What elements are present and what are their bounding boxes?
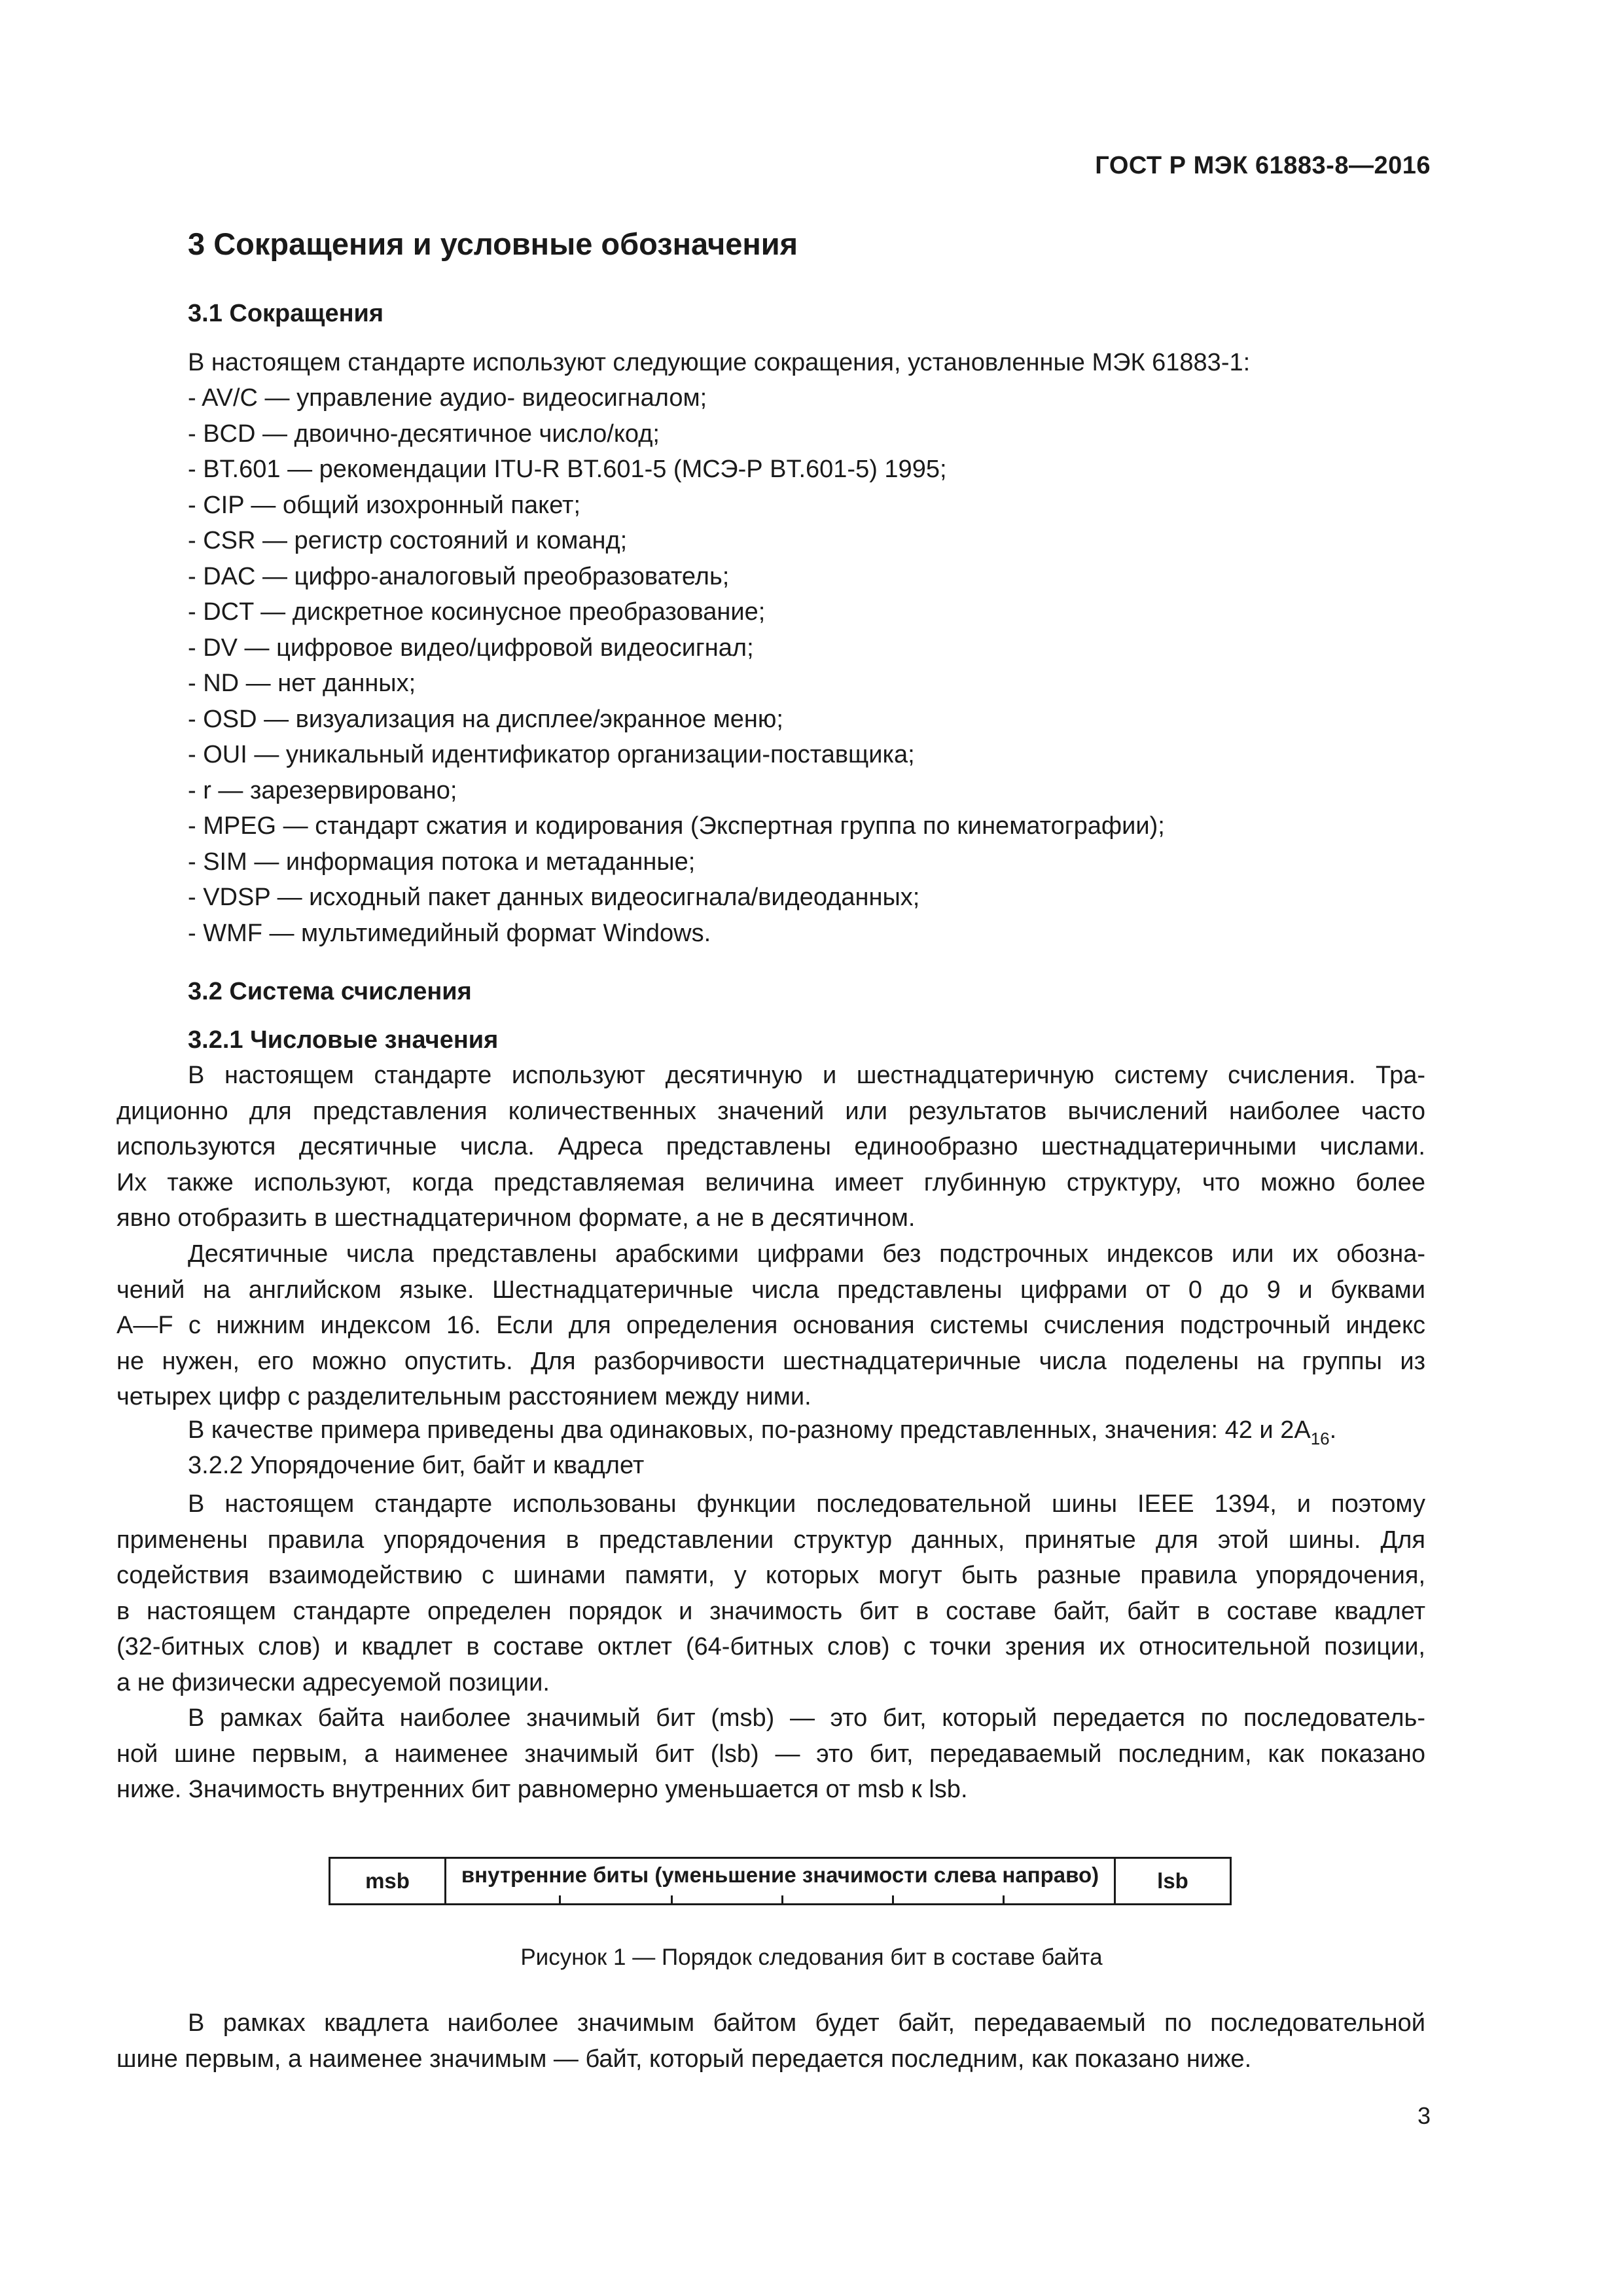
subsection-title-3-2-2: 3.2.2 Упорядочение бит, байт и квадлет — [188, 1452, 645, 1479]
paragraph-line: диционно для представления количественных значений или результатов вычислений наиболее часто — [116, 1097, 1425, 1125]
paragraph-line: В настоящем стандарте использованы функции последовательной шины IEEE 1394, и поэтому — [188, 1490, 1425, 1518]
inner-bits-label: внутренние биты (уменьшение значимости слева направо) — [461, 1863, 1099, 1887]
list-item: - AV/C — управление аудио- видеосигналом; — [188, 384, 707, 412]
paragraph-line: применены правила упорядочения в представлении структур данных, принятые для этой шины. Для — [116, 1526, 1425, 1554]
paragraph-line: в настоящем стандарте определен порядок и значимость бит в составе байт, байт в составе квадлет — [116, 1597, 1425, 1625]
abbrev-list — [188, 380, 1165, 951]
paragraph-line: ниже. Значимость внутренних бит равномерно уменьшается от msb к lsb. — [116, 1776, 968, 1804]
paragraph-numeric-values — [116, 1058, 1425, 1236]
paragraph-line: чений на английском языке. Шестнадцатеричные числа представлены цифрами от 0 до 9 и буквами — [116, 1276, 1425, 1304]
list-item: - CIP — общий изохронный пакет; — [188, 491, 581, 519]
paragraph-line: A—F с нижним индексом 16. Если для определения основания системы счисления подстрочный индекс — [116, 1312, 1425, 1340]
bit-tick — [559, 1895, 561, 1903]
list-item: - BT.601 — рекомендации ITU-R BT.601-5 (МСЭ-Р BT.601-5) 1995; — [188, 456, 947, 483]
paragraph-line: четырех цифр с разделительным расстоянием между ними. — [116, 1383, 812, 1411]
paragraph-line: содействия взаимодействию с шинами памяти, у которых могут быть разные правила упорядочения, — [116, 1562, 1425, 1590]
example-text: В качестве примера приведены два одинаковых, по-разному представленных, значения: 42 и 2A — [188, 1416, 1311, 1444]
list-item: - OUI — уникальный идентификатор организации-поставщика; — [188, 741, 915, 768]
lsb-cell — [1116, 1859, 1230, 1903]
list-item: - CSR — регистр состояний и команд; — [188, 527, 628, 554]
bit-order-figure — [329, 1857, 1232, 1905]
paragraph-line: используются десятичные числа. Адреса представлены единообразно шестнадцатеричными числами. — [116, 1133, 1425, 1161]
abbrev-intro: В настоящем стандарте используют следующие сокращения, установленные МЭК 61883-1: — [188, 349, 1251, 376]
example-line — [188, 1412, 1336, 1448]
list-item: - OSD — визуализация на дисплее/экранное меню; — [188, 705, 783, 733]
subsection-title-3-2: 3.2 Система счисления — [188, 978, 472, 1005]
list-item: - r — зарезервировано; — [188, 776, 457, 804]
list-item: - VDSP — исходный пакет данных видеосигнала/видеоданных; — [188, 884, 920, 911]
subsection-title-3-1: 3.1 Сокращения — [188, 300, 384, 327]
paragraph-quadlet — [116, 2005, 1425, 2077]
paragraph-ordering — [116, 1486, 1425, 1701]
paragraph-line: а не физически адресуемой позиции. — [116, 1668, 550, 1696]
inner-bits-cell — [446, 1859, 1116, 1903]
document-id: ГОСТ Р МЭК 61883-8—2016 — [1095, 152, 1431, 179]
lsb-label: lsb — [1157, 1869, 1188, 1893]
paragraph-line: шине первым, а наименее значимым — байт, который передается последним, как показано ниже. — [116, 2045, 1252, 2073]
subsection-title-3-2-1: 3.2.1 Числовые значения — [188, 1026, 499, 1054]
msb-cell — [330, 1859, 446, 1903]
paragraph-decimal-hex — [116, 1236, 1425, 1415]
paragraph-line: ной шине первым, а наименее значимый бит (lsb) — это бит, передаваемый последним, как показано — [116, 1740, 1425, 1768]
list-item: - WMF — мультимедийный формат Windows. — [188, 919, 711, 947]
msb-label: msb — [365, 1869, 410, 1893]
paragraph-line: не нужен, его можно опустить. Для разборчивости шестнадцатеричные числа поделены на группы из — [116, 1347, 1425, 1375]
paragraph-line: В рамках байта наиболее значимый бит (msb) — это бит, который передается по последователь- — [188, 1704, 1425, 1732]
list-item: - MPEG — стандарт сжатия и кодирования (Экспертная группа по кинематографии); — [188, 812, 1165, 840]
section-title: 3 Сокращения и условные обозначения — [188, 226, 798, 261]
paragraph-line: В рамках квадлета наиболее значимым байтом будет байт, передаваемый по последовательной — [188, 2009, 1425, 2037]
paragraph-line: (32-битных слов) и квадлет в составе октлет (64-битных слов) с точки зрения их относительной позиции, — [116, 1633, 1425, 1661]
hex-subscript: 16 — [1310, 1429, 1330, 1448]
paragraph-line: В настоящем стандарте используют десятичную и шестнадцатеричную систему счисления. Тра- — [188, 1062, 1425, 1089]
figure-caption: Рисунок 1 — Порядок следования бит в составе байта — [520, 1945, 1103, 1970]
list-item: - DCT — дискретное косинусное преобразование; — [188, 598, 766, 626]
paragraph-line: Их также используют, когда представляемая величина имеет глубинную структуру, что можно более — [116, 1168, 1425, 1196]
list-item: - BCD — двоично-десятичное число/код; — [188, 420, 660, 448]
bit-tick — [892, 1895, 894, 1903]
bit-tick — [671, 1895, 673, 1903]
bit-tick — [781, 1895, 783, 1903]
bit-tick — [1003, 1895, 1005, 1903]
paragraph-line: Десятичные числа представлены арабскими цифрами без подстрочных индексов или их обозна- — [188, 1240, 1425, 1268]
paragraph-line: явно отобразить в шестнадцатеричном формате, а не в десятичном. — [116, 1204, 916, 1232]
list-item: - SIM — информация потока и метаданные; — [188, 848, 696, 876]
example-end: . — [1329, 1416, 1337, 1444]
paragraph-msb-lsb — [116, 1700, 1425, 1808]
list-item: - DV — цифровое видео/цифровой видеосигнал; — [188, 634, 754, 662]
list-item: - DAC — цифро-аналоговый преобразователь; — [188, 562, 730, 590]
list-item: - ND — нет данных; — [188, 670, 416, 697]
page-number: 3 — [1417, 2102, 1431, 2129]
